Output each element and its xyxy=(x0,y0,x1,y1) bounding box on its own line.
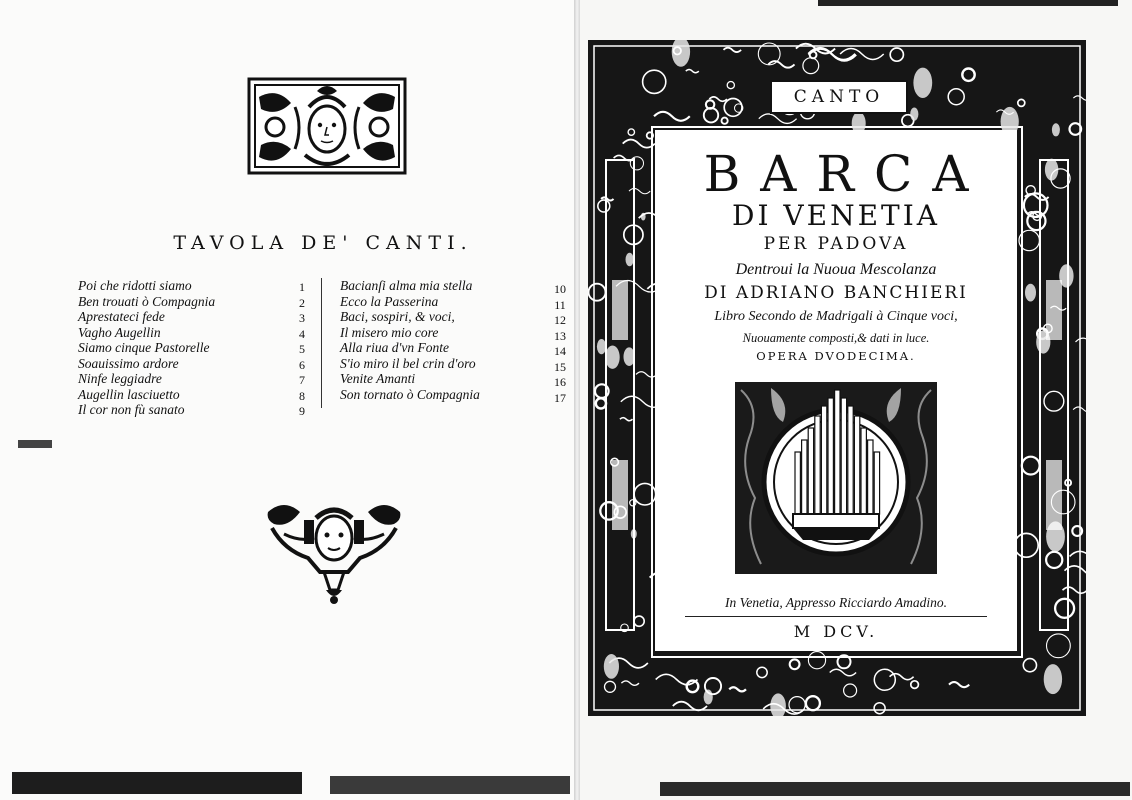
scan-dark-edge-bottom-mid xyxy=(330,776,570,794)
title-line-libro: Libro Secondo de Madrigali à Cinque voci, xyxy=(714,309,958,324)
toc-entry: Poi che ridotti siamo xyxy=(78,278,192,293)
book-title: BARCA xyxy=(703,145,989,203)
book-spine xyxy=(574,0,580,800)
toc-page-number: 11 xyxy=(554,297,566,312)
organ-pipe xyxy=(802,440,807,514)
woodcut-detail xyxy=(604,654,619,679)
toc-entry: Venite Amanti xyxy=(340,371,416,386)
organ-pipe xyxy=(808,428,813,514)
title-line-per-padova: PER PADOVA xyxy=(763,234,909,254)
toc-entry: Alla riua d'vn Fonte xyxy=(340,340,449,355)
imprint-rule xyxy=(685,616,987,617)
toc-page-number: 5 xyxy=(299,342,305,356)
toc-page-number: 4 xyxy=(299,326,305,341)
woodcut-detail xyxy=(1046,460,1062,530)
woodcut-detail xyxy=(626,253,634,266)
book-subtitle: DI VENETIA xyxy=(732,199,940,232)
woodcut-detail xyxy=(612,280,628,340)
toc-numbers-left xyxy=(292,280,312,420)
toc-entry: Vagho Augellin xyxy=(78,324,161,340)
title-line-mescolanza: Dentroui la Nuoua Mescolanza xyxy=(735,261,937,278)
toc-entry: Augellin lasciuetto xyxy=(78,386,180,402)
woodcut-detail xyxy=(1052,123,1060,136)
toc-page-number: 9 xyxy=(299,404,305,418)
scan-dark-edge-top-right xyxy=(818,0,1118,6)
organ-device-icon xyxy=(731,378,941,578)
toc-page-number: 7 xyxy=(299,373,305,387)
toc-entry: Soauissimo ardore xyxy=(78,355,179,371)
organ-pipe xyxy=(861,428,866,514)
woodcut-detail xyxy=(1044,664,1062,694)
mask-scroll-ornament-icon xyxy=(264,498,404,608)
toc-page-number: 13 xyxy=(554,328,566,343)
toc-page-number: 12 xyxy=(554,313,566,327)
toc-entry: Bacianſi alma mia stella xyxy=(340,278,473,293)
woodcut-detail xyxy=(597,339,606,354)
scan-dark-edge-bottom-left xyxy=(12,772,302,794)
toc-entry: Ninfe leggiadre xyxy=(78,371,162,386)
woodcut-detail xyxy=(612,460,628,530)
woodcut-detail xyxy=(910,108,918,121)
woodcut-detail xyxy=(1025,284,1036,302)
author-name: DI ADRIANO BANCHIERI xyxy=(704,283,968,303)
toc-divider xyxy=(321,278,322,408)
organ-pipe xyxy=(821,406,826,514)
woman-face-ornament-icon xyxy=(247,77,407,175)
toc-page-number: 2 xyxy=(299,295,305,310)
toc-entry: S'io miro il bel crin d'oro xyxy=(340,355,476,371)
title-line-nuouamente: Nuouamente composti,& dati in luce. xyxy=(742,331,930,345)
opus-number: OPERA DVODECIMA. xyxy=(756,349,916,363)
toc-page-number: 6 xyxy=(299,357,305,372)
toc-page-number: 14 xyxy=(554,344,566,358)
organ-pipe xyxy=(841,398,846,514)
toc-page-number: 10 xyxy=(554,282,566,296)
toc-column-right xyxy=(340,278,540,402)
scan-dark-edge-bottom-right xyxy=(660,782,1130,796)
organ-pipe xyxy=(874,452,879,514)
toc-entry: Ben trouati ò Compagnia xyxy=(78,293,216,309)
toc-column-left xyxy=(78,278,293,418)
toc-entry: Aprestateci fede xyxy=(78,309,165,324)
imprint-line: In Venetia, Appresso Ricciardo Amadino. xyxy=(725,595,947,610)
toc-entry: Siamo cinque Pastorelle xyxy=(78,340,210,355)
organ-pipe xyxy=(848,406,853,514)
voice-part-text: CANTO xyxy=(793,87,885,107)
organ-pipe xyxy=(795,452,800,514)
toc-title: TAVOLA DE' CANTI. xyxy=(173,232,473,254)
organ-pipe xyxy=(815,416,820,514)
toc-page-number: 15 xyxy=(554,359,566,374)
toc-entry: Son tornato ò Compagnia xyxy=(340,386,480,402)
toc-page-number: 3 xyxy=(299,311,305,325)
toc-entry: Il misero mio core xyxy=(340,324,439,340)
scan-mark-left xyxy=(18,440,52,448)
woodcut-detail xyxy=(1046,280,1062,340)
organ-pipe xyxy=(854,416,859,514)
publication-year: M DCV. xyxy=(793,622,879,641)
toc-entry: Ecco la Passerina xyxy=(340,293,439,309)
toc-entry: Baci, sospiri, & voci, xyxy=(340,309,455,324)
toc-entry: Il cor non fù sanato xyxy=(78,402,185,417)
organ-pipe xyxy=(835,390,840,514)
toc-numbers-right xyxy=(548,282,572,406)
organ-pipe xyxy=(828,398,833,514)
woodcut-detail xyxy=(605,346,619,369)
organ-pipe xyxy=(868,440,873,514)
woodcut-detail xyxy=(913,68,932,98)
toc-page-number: 16 xyxy=(554,375,566,389)
voice-part-label xyxy=(770,80,908,114)
toc-page-number: 17 xyxy=(554,390,566,405)
toc-page-number: 8 xyxy=(299,388,305,403)
toc-page-number: 1 xyxy=(299,280,305,294)
title-panel xyxy=(655,130,1017,651)
